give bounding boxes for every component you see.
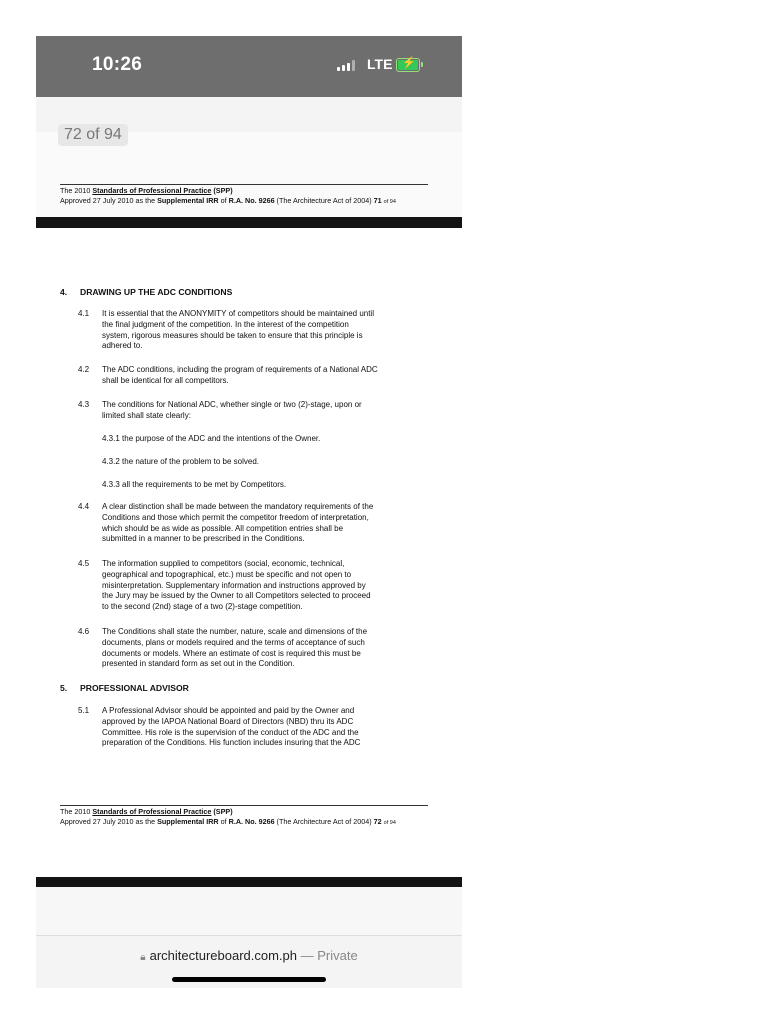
footer-text: Supplemental IRR: [157, 196, 219, 205]
footer-title-link: Standards of Professional Practice: [92, 807, 212, 816]
next-page-top: [36, 887, 462, 935]
footer-text: The 2010: [60, 186, 93, 195]
browser-address-bar[interactable]: [36, 935, 462, 988]
page-separator: [36, 217, 462, 228]
private-mode-label: Private: [317, 948, 358, 963]
footer-text: (SPP): [211, 807, 233, 816]
footer-text: of: [218, 196, 229, 205]
footer-title-link: Standards of Professional Practice: [92, 186, 212, 195]
subparagraph-4-3-3: 4.3.3 all the requirements to be met by Competitors.: [102, 480, 287, 489]
home-indicator[interactable]: [172, 977, 326, 982]
document-page: 4. DRAWING UP THE ADC CONDITIONS 4.1 It is essential that the ANONYMITY of competitors should be maintained until the final judgment of the competition. In the interest of the competition system, rigorous measures should be taken to ensure that this principle is adhered to. 4.2 The ADC conditions, including the program of requirements of a National ADC shall be identical for all competitors. 4.3 The conditions for National ADC, whether single or two (2)-stage, upon or limited shall state clearly: 4.3.1 the purpose of the ADC and the intentions of the Owner. 4.3.2 the nature of the problem to be solved. 4.3.3 all the requirements to be met by Competitors. 4.4 A clear distinction shall be made between the mandatory requirements of the Conditions and those which permit the competitor freedom of interpretation, which should be as wide as possible. All competition entries shall be submitted in a manner to be prescribed in the Conditions. 4.5 The information supplied to competitors (social, economic, technical, geographical and topographical, etc.) must be specific and not open to misinterpretation. Supplementary information and instructions approved by the Jury may be issued by the Owner to all Competitors selected to proceed to the second (2nd) stage of a two (2)-stage competition. 4.6 The Conditions shall state the number, nature, scale and dimensions of the documents, plans or models required and the terms of acceptance of such documents or models. Where an estimate of cost is required this must be presented in standard form as set out in the Condition. 5. PROFESSIONAL ADVISOR 5.1 A Professional Advisor should be appointed and paid by the Owner and approved by the IAPOA National Board of Directors (NBD) thru its ADC Committee. His role is the supervision of the conduct of the ADC and the preparation of the Conditions. His function includes insuring that the ADC The 2010 Standards of Professional Practice (SPP) Approved 27 July 2010 as the Supplemental IRR of R.A. No. 9266 (The Architecture Act of 2004) 72 of 94: [36, 228, 462, 877]
section-heading: 4. DRAWING UP THE ADC CONDITIONS: [60, 287, 233, 297]
footer-page-total: of 94: [383, 820, 396, 826]
footer-text: of: [218, 817, 229, 826]
footer-page-total: of 94: [383, 199, 396, 205]
footer-page-number: 72: [373, 817, 382, 826]
page-footer: [60, 807, 396, 828]
footer-text: Supplemental IRR: [157, 817, 219, 826]
footer-text: (SPP): [211, 186, 233, 195]
url-text: architectureboard.com.ph: [149, 948, 298, 963]
network-type: LTE: [367, 56, 393, 72]
phone-screen: [36, 36, 462, 988]
page-counter: 72 of 94: [58, 124, 128, 146]
address-field[interactable]: [36, 948, 462, 963]
footer-rule: [60, 805, 428, 806]
battery-charging-icon: ⚡: [396, 58, 420, 72]
footer-page-number: 71: [373, 196, 382, 205]
subparagraph-4-3-1: 4.3.1 the purpose of the ADC and the intentions of the Owner.: [102, 434, 321, 443]
subparagraph-4-3-2: 4.3.2 the nature of the problem to be solved.: [102, 457, 259, 466]
signal-bars-icon: [337, 60, 355, 71]
footer-text: Approved 27 July 2010 as the: [60, 817, 158, 826]
url-separator: —: [297, 948, 318, 963]
footer-text: R.A. No. 9266: [228, 196, 275, 205]
footer-text: R.A. No. 9266: [228, 817, 275, 826]
footer-text: The 2010: [60, 807, 93, 816]
battery-cap: [421, 62, 423, 67]
lock-icon: 🔒︎: [140, 952, 146, 963]
previous-page-footer: [60, 186, 396, 207]
footer-text: Approved 27 July 2010 as the: [60, 196, 158, 205]
footer-text: (The Architecture Act of 2004): [274, 196, 374, 205]
footer-text: (The Architecture Act of 2004): [274, 817, 374, 826]
status-time: 10:26: [92, 54, 143, 75]
footer-rule: [60, 184, 428, 185]
section-heading: 5. PROFESSIONAL ADVISOR: [60, 683, 189, 693]
status-bar: [36, 36, 462, 97]
